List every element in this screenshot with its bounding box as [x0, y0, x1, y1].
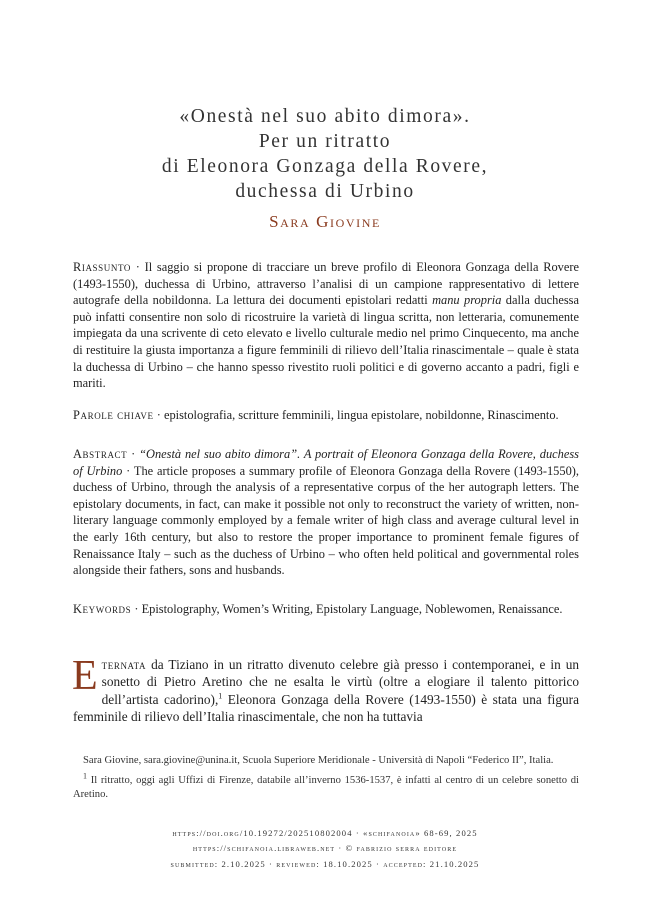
first-word-rest: ternata: [101, 657, 147, 672]
keywords-label: Keywords: [73, 602, 132, 616]
page-footer: [40, 826, 610, 872]
parole-chiave-section: [73, 407, 579, 424]
footnote-ref[interactable]: 1: [218, 691, 223, 701]
riassunto-italic: manu propria: [432, 293, 502, 308]
footnote-1-number: 1: [83, 771, 87, 781]
abstract-separator: ·: [127, 447, 140, 461]
footnote-1: [73, 771, 579, 802]
abstract-title: “Onestà nel suo abito dimora”. A portrait of Eleonora Gonzaga della Rovere, duchess of Urbino: [73, 447, 579, 478]
parole-chiave-label: Parole chiave: [73, 408, 154, 422]
riassunto-separator: ·: [131, 260, 145, 274]
parole-chiave-text: epistolografia, scritture femminili, lingua epistolare, nobildonne, Rinascimento.: [163, 408, 559, 422]
footnotes: [73, 754, 579, 808]
parole-chiave-separator: ·: [153, 408, 164, 422]
abstract-label: Abstract: [73, 447, 128, 461]
title-line-2: Per un ritratto: [258, 131, 392, 152]
abstract-section: [73, 446, 579, 579]
riassunto-text-a: Il saggio si propone di tracciare un breve profilo di Eleonora Gonzaga della Rovere (1493-1550), duchessa di Urbino, attraverso l’analisi di un campione rappresentativo di lettere autografe della nobildonna. La lettura dei documenti epistolari redatti: [73, 260, 579, 308]
body-paragraph: [72, 653, 580, 726]
author-name: Sara Giovine: [269, 212, 381, 231]
affiliation-note: Sara Giovine, sara.giovine@unina.it, Scuola Superiore Meridionale - Università di Napoli “Federico II”, Italia.: [83, 755, 554, 766]
body-text-b: Eleonora Gonzaga della Rovere (1493-1550) è stata una figura femminile di rilievo dell’Italia rinascimentale, che non ha tuttavia: [73, 691, 580, 725]
abstract-text: The article proposes a summary profile of Eleonora Gonzaga della Rovere (1493-1550), duchess of Urbino, through the analysis of a representative corpus of the her autograph letters. The epistolary documents, in fact, can make it possible not only to reconstruct the variety of written, non-literary language commonly employed by a female writer of high class and average cultural level in the early 16th century, but also to restore the proper importance to prominent female figures of Renaissance Italy – such as the duchess of Urbino – who often held political and governmental roles alongside their fathers, sons and husbands.: [73, 463, 579, 578]
body-text-a: da Tiziano in un ritratto divenuto celebre già presso i contemporanei, e in un sonetto di Pietro Aretino che ne esalta le virtù (oltre a elogiare il talento pittorico dell’artista cadorino),: [101, 657, 579, 707]
title-line-3: di Eleonora Gonzaga della Rovere,: [161, 156, 489, 177]
footer-website[interactable]: https://schifanoia.libraweb.net · © fabrizio serra editore: [192, 843, 458, 854]
footnote-1-text: Il ritratto, oggi agli Uffizi di Firenze, databile all’inverno 1536-1537, è infatti al centro di un celebre sonetto di Aretino.: [73, 775, 579, 800]
drop-cap: E: [72, 653, 98, 699]
keywords-section: [73, 601, 579, 618]
abstract-separator-2: ·: [122, 463, 134, 478]
title-line-1: «Onestà nel suo abito dimora».: [179, 106, 471, 127]
keywords-text: Epistolography, Women’s Writing, Epistolary Language, Noblewomen, Renaissance.: [141, 602, 563, 616]
footer-dates: submitted: 2.10.2025 · reviewed: 18.10.2025 · accepted: 21.10.2025: [170, 858, 480, 869]
riassunto-label: Riassunto: [73, 260, 132, 274]
riassunto-section: [73, 259, 579, 392]
article-title: [40, 104, 610, 204]
riassunto-text-b: dalla duchessa può infatti consentire non solo di ricostruire la varietà di lingua scritta, non letteraria, comunemente impiegata da una scrivente di ceto elevato e livello culturale medio nel primo Cinquecento, ma anche di restituire la giusta importanza a figure femminili di rilievo dell’Italia rinascimentale – quale è stata la duchessa di Urbino – che hanno spesso rivestito ruoli politici e di governo accanto a padri, figli e mariti.: [73, 293, 579, 391]
title-line-4: duchessa di Urbino: [235, 181, 415, 202]
keywords-separator: ·: [131, 602, 142, 616]
footer-doi[interactable]: https://doi.org/10.19272/202510802004 · «schifanoia» 68-69, 2025: [172, 828, 478, 838]
